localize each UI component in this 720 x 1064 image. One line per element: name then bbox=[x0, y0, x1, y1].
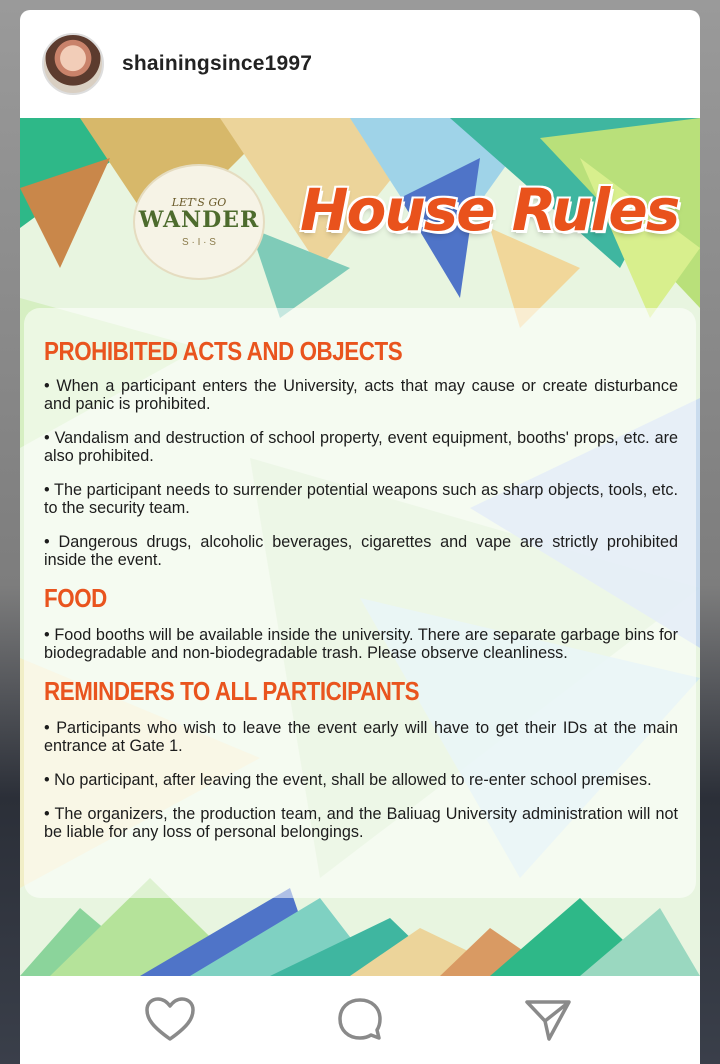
logo-main-text: WANDER bbox=[138, 207, 260, 233]
rule-item: • When a participant enters the University, acts that may cause or create disturbance and panic is prohibited. bbox=[44, 377, 678, 413]
rule-item: • Vandalism and destruction of school property, event equipment, booths' props, etc. are also prohibited. bbox=[44, 429, 678, 465]
section-heading: REMINDERS TO ALL PARTICIPANTS bbox=[44, 676, 420, 706]
username[interactable]: shainingsince1997 bbox=[122, 52, 313, 75]
rule-item: • The organizers, the production team, and the Baliuag University administration will not be liable for any loss of personal belongings. bbox=[44, 805, 678, 841]
rules-content bbox=[44, 326, 678, 841]
logo-ring-text: S · I · S bbox=[182, 237, 216, 248]
rule-item: • Participants who wish to leave the event early will have to get their IDs at the main entrance at Gate 1. bbox=[44, 719, 678, 755]
section-heading: FOOD bbox=[44, 583, 107, 613]
rule-item: • Food booths will be available inside the university. There are separate garbage bins for biodegradable and non-biodegradable trash. Please observe cleanliness. bbox=[44, 626, 678, 662]
post-image bbox=[20, 118, 700, 976]
section-heading: PROHIBITED ACTS AND OBJECTS bbox=[44, 336, 403, 366]
logo-small-text: LET'S GO bbox=[171, 196, 227, 209]
rule-item: • The participant needs to surrender potential weapons such as sharp objects, tools, etc. to the security team. bbox=[44, 481, 678, 517]
heart-icon[interactable] bbox=[144, 996, 196, 1044]
post-card bbox=[20, 10, 700, 1064]
post-header bbox=[20, 10, 700, 118]
event-logo bbox=[133, 164, 265, 280]
comment-icon[interactable] bbox=[334, 996, 386, 1044]
send-icon[interactable] bbox=[522, 996, 574, 1044]
poster-title: House Rules bbox=[300, 176, 679, 244]
action-bar bbox=[20, 976, 700, 1064]
rule-item: • No participant, after leaving the event, shall be allowed to re-enter school premises. bbox=[44, 771, 652, 789]
avatar[interactable] bbox=[42, 33, 104, 95]
rule-item: • Dangerous drugs, alcoholic beverages, cigarettes and vape are strictly prohibited inside the event. bbox=[44, 533, 678, 569]
